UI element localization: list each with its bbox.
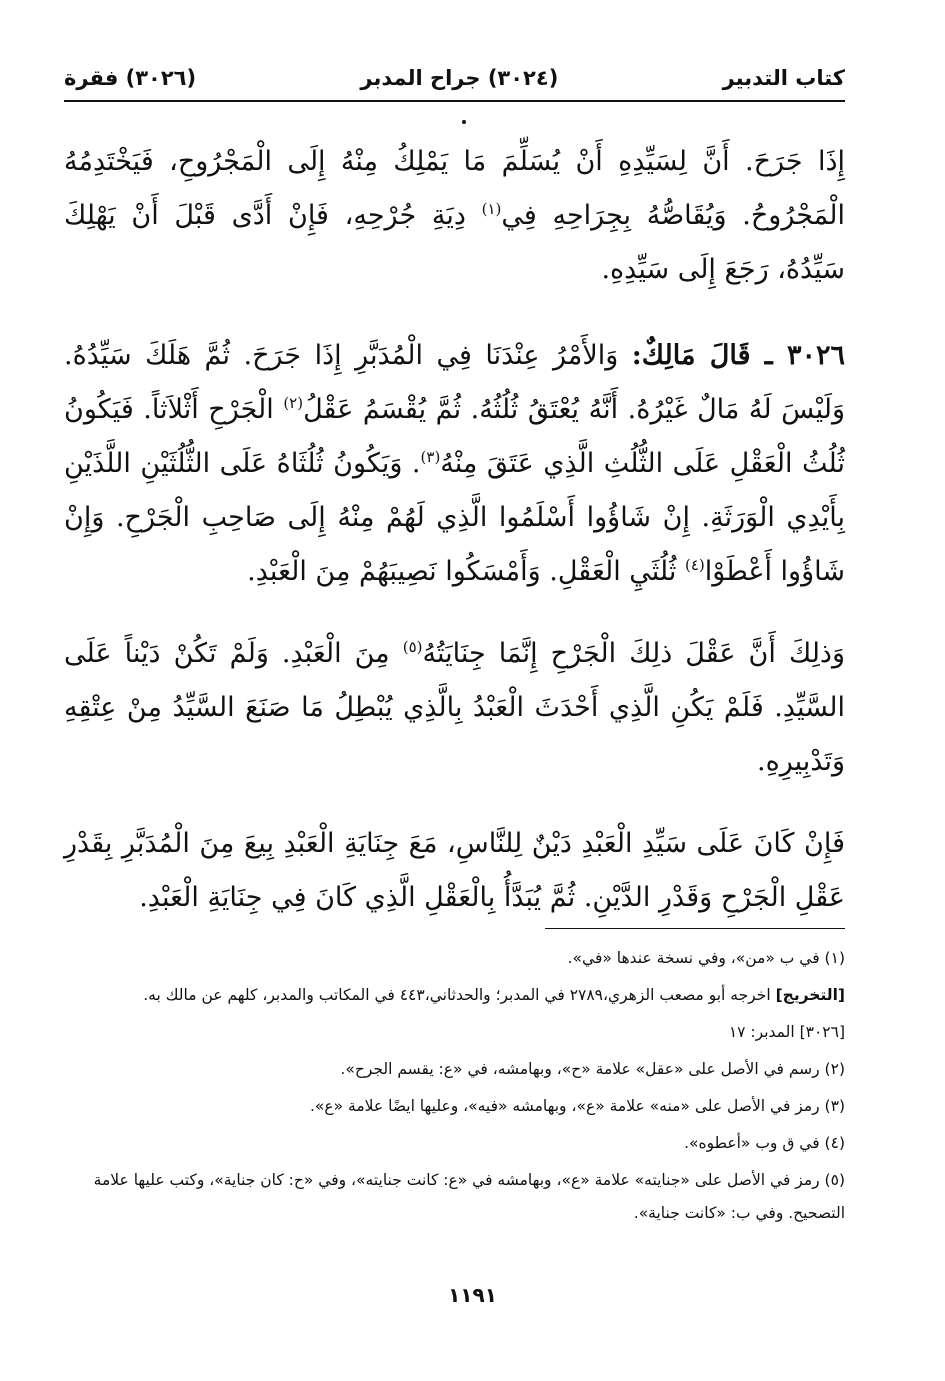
footnote-ref-2: (٢) — [283, 394, 304, 412]
paragraph-2-number: ٣٠٢٦ ـ قَالَ مَالِكٌ: — [631, 340, 845, 371]
paragraph-3 — [64, 627, 845, 789]
paragraph-4 — [64, 817, 845, 925]
paragraph-1 — [64, 135, 845, 297]
paragraph-2 — [64, 329, 845, 599]
paragraph-4-text: فَإِنْ كَانَ عَلَى سَيِّدِ الْعَبْدِ دَيْنٌ لِلنَّاسِ، مَعَ جِنَايَةِ الْعَبْدِ بِيعَ مِنَ الْمُدَبَّرِ بِقَدْرِ عَقْلِ الْجَرْحِ وَقَدْرِ الدَّيْنِ. ثُمَّ يُبَدَّأُ بِالْعَقْلِ الَّذِي كَانَ فِي جِنَايَةِ الْعَبْدِ. — [64, 828, 845, 913]
footnote-ref-1: (١) — [481, 200, 502, 218]
header-rule — [64, 100, 845, 102]
footnote-4: (٤) في ق وب «أعطوه». — [684, 1134, 845, 1152]
footnote-2: (٢) رسم في الأصل على «عقل» علامة «ح»، وبهامشه، في «ع: يقسم الجرح». — [340, 1060, 845, 1078]
header-book-title: كتاب التدبير — [722, 66, 845, 90]
footnote-ref-5: (٥) — [402, 638, 423, 656]
takhrij-label: [التخريج] — [775, 986, 845, 1004]
footnote-5: (٥) رمز في الأصل على «جنايته» علامة «ع»، وبهامشه في «ع: كانت جنايته»، وفي «ح: كان جناية»، وكتب عليها علامة التصحيح. وفي ب: «كانت جناية». — [93, 1171, 845, 1222]
paragraph-3-text-b: مِنَ الْعَبْدِ. وَلَمْ تَكُنْ دَيْناً عَلَى السَّيِّدِ. فَلَمْ يَكُنِ الَّذِي أَحْدَثَ الْعَبْدُ بِالَّذِي يُبْطِلُ مَا صَنَعَ السَّيِّدُ مِنْ عِتْقِهِ وَتَدْبِيرِهِ. — [64, 638, 845, 777]
header-paragraph-number: (٣٠٢٦) فقرة — [64, 66, 197, 90]
takhrij-text: اخرجه أبو مصعب الزهري،٢٧٨٩ في المدبر؛ والحدثاني،٤٤٣ في المكاتب والمدبر، كلهم عن مالك به. — [143, 986, 771, 1004]
paragraph-1-text: إِذَا جَرَحَ. أَنَّ لِسَيِّدِهِ أَنْ يُسَلِّمَ مَا يَمْلِكُ مِنْهُ إِلَى الْمَجْرُوحِ، فَيَخْتَدِمُهُ الْمَجْرُوحُ. وَيُقَاصُّهُ بِجِرَاحِهِ فِي — [64, 146, 845, 231]
header-dot — [462, 120, 466, 124]
paragraph-3-text-a: وَذلِكَ أَنَّ عَقْلَ ذلِكَ الْجَرْحِ إِنَّمَا جِنَايَتُهُ — [422, 638, 845, 669]
running-header — [64, 58, 845, 98]
page-number: ١١٩١ — [448, 1283, 497, 1307]
footnote-3: (٣) رمز في الأصل على «منه» علامة «ع»، وبهامشه «فيه»، وعليها ايضًا علامة «ع». — [309, 1097, 845, 1115]
footnote-ref-4: (٤) — [684, 556, 705, 574]
paragraph-2-text-c: . وَيَكُونُ ثُلُثَاهُ عَلَى الثُّلُثَيْنِ اللَّذَيْنِ بِأَيْدِي الْوَرَثَةِ. إِنْ شَاؤُوا أَسْلَمُوا الَّذِي لَهُمْ مِنْهُ إِلَى صَاحِبِ الْجَرْحِ. وَإِنْ شَاؤُوا أَعْطَوْا — [64, 448, 845, 587]
takhrij-note — [64, 979, 845, 1012]
footnote-ref-3: (٣) — [420, 448, 441, 466]
paragraph-2-text-d: ثُلُثَيِ الْعَقْلِ. وَأَمْسَكُوا نَصِيبَهُمْ مِنَ الْعَبْدِ. — [247, 556, 677, 587]
paragraph-2-text-b: الْجَرْحِ أَثْلاَثاً. فَيَكُونُ ثُلُثُ الْعَقْلِ عَلَى الثُّلُثِ الَّذِي عَتَقَ مِنْهُ — [64, 394, 845, 479]
paragraph-2-text-a: وَالأَمْرُ عِنْدَنَا فِي الْمُدَبَّرِ إِذَا جَرَحَ. ثُمَّ هَلَكَ سَيِّدُهُ. وَلَيْسَ لَهُ مَالٌ غَيْرُهُ. أَنَّهُ يُعْتَقُ ثُلُثُهُ. ثُمَّ يُقْسَمُ عَقْلُ — [64, 340, 845, 425]
header-section-title: (٣٠٢٤) جراح المدبر — [360, 66, 559, 90]
footnote-1: (١) في ب «من»، وفي نسخة عندها «في». — [567, 949, 845, 967]
paragraph-reference: [٣٠٢٦] المدبر: ١٧ — [728, 1023, 845, 1041]
footnotes — [64, 942, 845, 1234]
main-text — [64, 135, 845, 953]
footnote-rule — [545, 928, 845, 929]
paragraph-1-end: دِيَةِ جُرْحِهِ، فَإِنْ أَدَّى قَبْلَ أَنْ يَهْلِكَ سَيِّدُهُ، رَجَعَ إِلَى سَيِّدِهِ. — [64, 200, 845, 285]
